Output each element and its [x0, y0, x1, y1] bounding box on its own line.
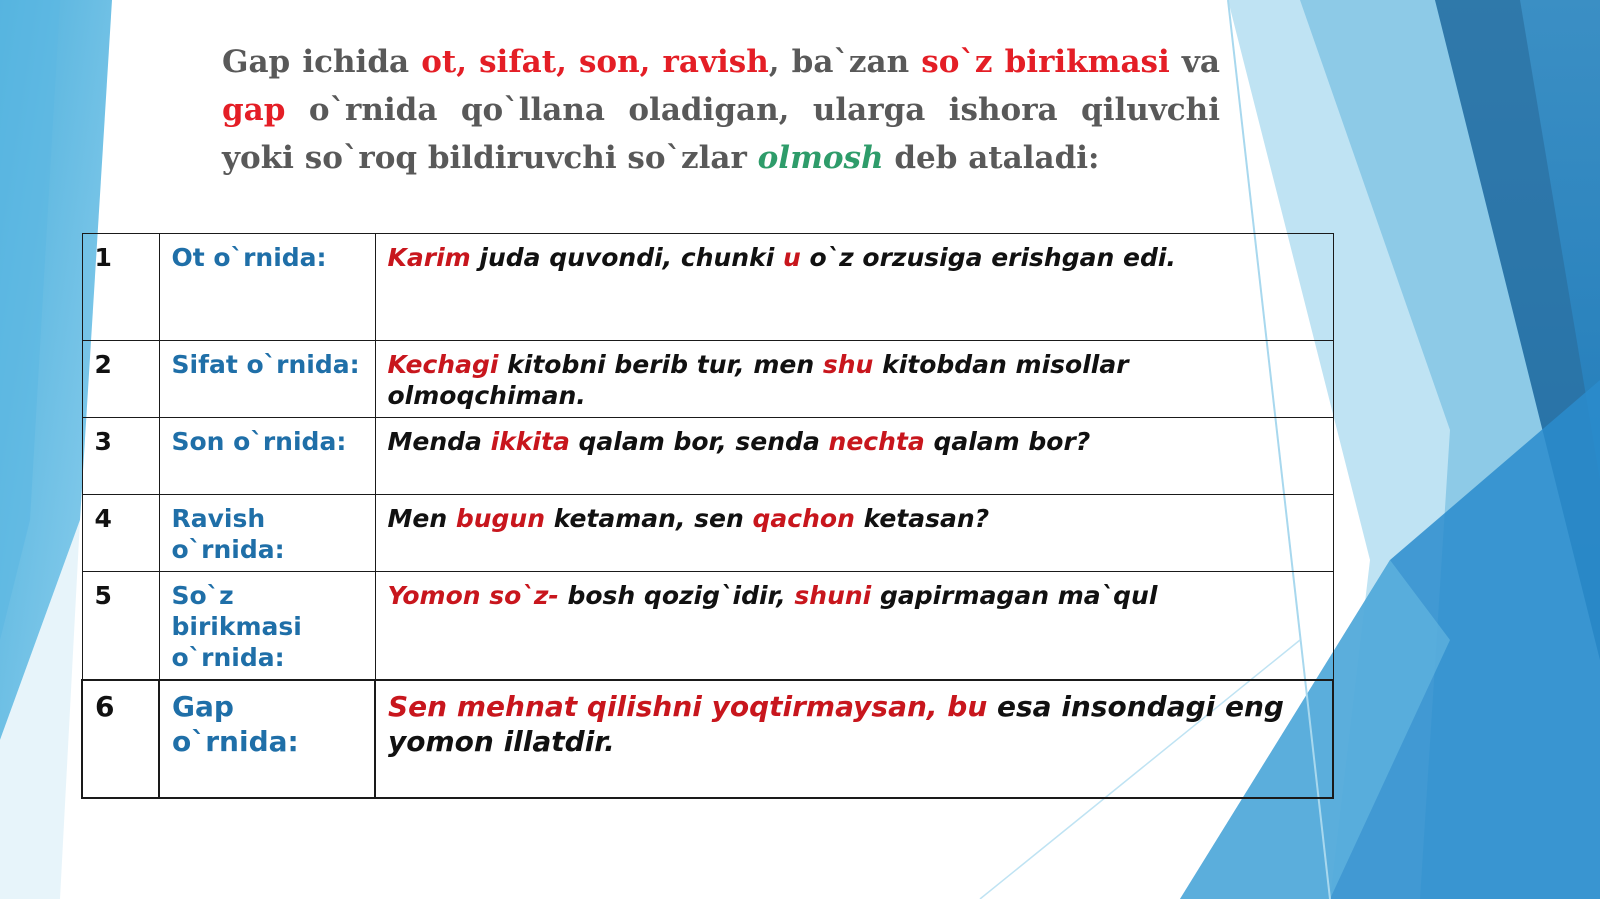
example-text: Menda	[387, 427, 491, 456]
intro-highlight: so`z birikmasi	[921, 44, 1170, 80]
example-highlight: Yomon so`z-	[387, 581, 568, 610]
example-text: ketasan?	[854, 504, 990, 533]
intro-highlight: ot, sifat, son, ravish	[421, 44, 769, 80]
row-number: 1	[82, 234, 159, 341]
row-number: 5	[82, 572, 159, 681]
table-row	[82, 234, 1333, 341]
example-text: esa insondagi eng yomon illatdir.	[388, 690, 1284, 758]
example-highlight: Sen mehnat qilishni yoqtirmaysan, bu	[388, 690, 988, 723]
row-label: Son o`rnida:	[159, 418, 375, 495]
intro-part: va	[1169, 44, 1220, 80]
example-highlight: Kechagi	[387, 350, 499, 379]
example-highlight: shuni	[794, 581, 872, 610]
row-label: Ot o`rnida:	[159, 234, 375, 341]
intro-text	[222, 38, 1220, 182]
example-highlight: bugun	[455, 504, 546, 533]
row-number: 6	[82, 680, 159, 798]
intro-part: o`rnida qo`llana oladigan, ularga ishora qiluvchi yoki so`roq bildiruvchi so`zlar	[222, 92, 1220, 176]
row-number: 2	[82, 341, 159, 418]
table-row	[82, 341, 1333, 418]
table-row	[82, 572, 1333, 681]
intro-part: deb ataladi:	[883, 140, 1100, 176]
example-highlight: u	[782, 243, 801, 272]
row-example	[375, 572, 1333, 681]
row-label: Sifat o`rnida:	[159, 341, 375, 418]
row-number: 3	[82, 418, 159, 495]
example-text: kitobdan misollar olmoqchiman.	[387, 350, 1129, 410]
row-label: Ravish o`rnida:	[159, 495, 375, 572]
example-text: qalam bor, senda	[569, 427, 829, 456]
example-text: o`z orzusiga erishgan edi.	[800, 243, 1176, 272]
example-text: Men	[387, 504, 456, 533]
example-text: qalam bor?	[924, 427, 1091, 456]
intro-part: , ba`zan	[768, 44, 922, 80]
example-highlight: ikkita	[490, 427, 570, 456]
row-example	[375, 234, 1333, 341]
row-example	[375, 418, 1333, 495]
example-highlight: qachon	[752, 504, 855, 533]
row-label: Gap o`rnida:	[159, 680, 375, 798]
intro-term: olmosh	[757, 140, 884, 176]
example-text: ketaman, sen	[545, 504, 753, 533]
intro-highlight: gap	[222, 92, 286, 128]
table-row	[82, 680, 1333, 798]
row-label: So`z birikmasi o`rnida:	[159, 572, 375, 681]
row-example	[375, 341, 1333, 418]
example-text: bosh qozig`idir,	[567, 581, 795, 610]
example-highlight: Karim	[387, 243, 471, 272]
example-text: juda quvondi, chunki	[470, 243, 783, 272]
example-highlight: shu	[822, 350, 874, 379]
intro-part: Gap ichida	[222, 44, 422, 80]
table-row	[82, 495, 1333, 572]
row-example	[375, 495, 1333, 572]
example-text: kitobni berib tur, men	[498, 350, 823, 379]
row-example	[375, 680, 1333, 798]
pronoun-table	[81, 233, 1334, 799]
example-text: gapirmagan ma`qul	[871, 581, 1158, 610]
example-highlight: nechta	[828, 427, 925, 456]
row-number: 4	[82, 495, 159, 572]
table-row	[82, 418, 1333, 495]
